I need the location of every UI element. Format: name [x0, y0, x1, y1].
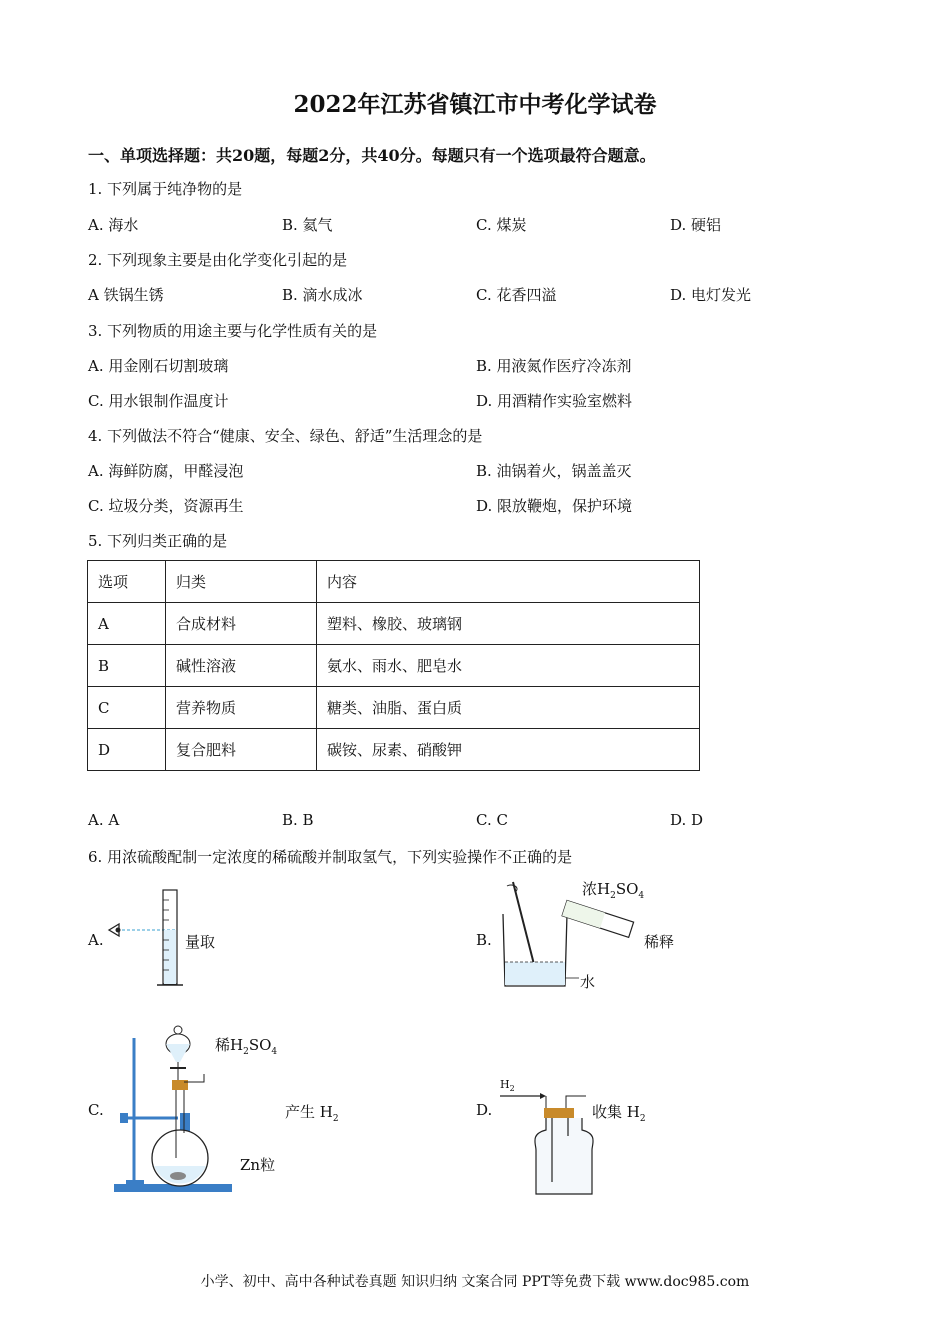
q1-option-b: B. 氦气 [282, 216, 333, 234]
page-title: 2022年江苏省镇江市中考化学试卷 [293, 91, 657, 118]
table-row [88, 729, 700, 771]
water-label: 水 [580, 973, 596, 991]
q5-option-b: B. B [282, 811, 314, 829]
dilute-acid-mid: SO [248, 1036, 272, 1054]
q6-option-d-caption [592, 1101, 646, 1124]
table-cell: B [88, 645, 166, 687]
produce-h2-text: 产生 H [285, 1103, 333, 1121]
q5-option-d: D. D [670, 811, 704, 829]
collect-h2-subscript: 2 [639, 1114, 646, 1124]
q2-option-b: B. 滴水成冰 [282, 286, 363, 304]
question-3-stem: 3. 下列物质的用途主要与化学性质有关的是 [88, 322, 378, 340]
q1-option-a: A. 海水 [88, 216, 139, 234]
table-header-cell: 归类 [166, 561, 317, 603]
table-cell: 糖类、油脂、蛋白质 [317, 687, 700, 729]
acid-subscript-1: 2 [610, 891, 616, 901]
table-row [88, 687, 700, 729]
page-footer: 小学、初中、高中各种试卷真题 知识归纳 文案合同 PPT等免费下载 www.doc985.com [200, 1274, 750, 1290]
table-cell: D [88, 729, 166, 771]
q6-option-b-letter: B. [476, 931, 492, 949]
table-cell: 塑料、橡胶、玻璃钢 [317, 603, 700, 645]
question-1-stem: 1. 下列属于纯净物的是 [88, 180, 243, 198]
classification-table [87, 560, 700, 771]
q2-option-c: C. 花香四溢 [476, 286, 557, 304]
q4-option-d: D. 限放鞭炮，保护环境 [476, 497, 633, 515]
question-2-stem: 2. 下列现象主要是由化学变化引起的是 [88, 251, 348, 269]
table-header-cell: 选项 [88, 561, 166, 603]
produce-h2-subscript: 2 [332, 1114, 339, 1124]
acid-label-mid: SO [615, 880, 639, 898]
q1-option-c: C. 煤炭 [476, 216, 527, 234]
table-cell: C [88, 687, 166, 729]
collect-h2-text: 收集 H [592, 1103, 640, 1121]
table-row [88, 603, 700, 645]
question-5-stem: 5. 下列归类正确的是 [88, 532, 228, 550]
q3-option-b: B. 用液氮作医疗冷冻剂 [476, 357, 632, 375]
table-cell: 氨水、雨水、肥皂水 [317, 645, 700, 687]
table-cell: A [88, 603, 166, 645]
table-cell: 复合肥料 [166, 729, 317, 771]
q4-option-a: A. 海鲜防腐，甲醛浸泡 [88, 462, 244, 480]
zinc-granules-label: Zn粒 [240, 1156, 276, 1174]
q6-option-d-letter: D. [476, 1101, 493, 1119]
q1-option-d: D. 硬铝 [670, 216, 722, 234]
q4-option-c: C. 垃圾分类，资源再生 [88, 497, 244, 515]
q6-option-c-letter: C. [88, 1101, 104, 1119]
dilute-acid-subscript-2: 4 [271, 1047, 278, 1057]
q6-option-c-caption [285, 1101, 339, 1124]
acid-subscript-2: 4 [638, 891, 645, 901]
q2-option-d: D. 电灯发光 [670, 286, 752, 304]
table-cell: 碳铵、尿素、硝酸钾 [317, 729, 700, 771]
section-heading: 一、单项选择题：共20题，每题2分，共40分。每题只有一个选项最符合题意。 [88, 146, 656, 165]
q3-option-c: C. 用水银制作温度计 [88, 392, 229, 410]
acid-label [582, 878, 644, 901]
q3-option-d: D. 用酒精作实验室燃料 [476, 392, 633, 410]
table-cell: 碱性溶液 [166, 645, 317, 687]
h2-inlet-subscript: 2 [509, 1084, 515, 1094]
q6-option-a-letter: A. [88, 931, 104, 949]
table-cell: 营养物质 [166, 687, 317, 729]
table-row [88, 645, 700, 687]
gas-collection-bottle-icon [500, 1090, 600, 1196]
acid-label-prefix: 浓H [582, 880, 611, 898]
table-cell: 合成材料 [166, 603, 317, 645]
question-6-stem: 6. 用浓硫酸配制一定浓度的稀硫酸并制取氢气，下列实验操作不正确的是 [88, 848, 573, 866]
measuring-cylinder-icon [105, 890, 195, 990]
q2-option-a: A 铁锅生锈 [88, 286, 164, 304]
q6-option-b-caption: 稀释 [644, 933, 675, 951]
dilute-acid-label [215, 1034, 277, 1057]
dilute-acid-subscript-1: 2 [243, 1047, 249, 1057]
table-header-row [88, 561, 700, 603]
q5-option-c: C. C [476, 811, 508, 829]
q4-option-b: B. 油锅着火，锅盖盖灭 [476, 462, 632, 480]
h2-inlet-text: H [500, 1078, 510, 1091]
table-header-cell: 内容 [317, 561, 700, 603]
q3-option-a: A. 用金刚石切割玻璃 [88, 357, 229, 375]
q6-option-a-caption: 量取 [185, 933, 216, 951]
dilute-acid-prefix: 稀H [215, 1036, 244, 1054]
question-4-stem: 4. 下列做法不符合“健康、安全、绿色、舒适”生活理念的是 [88, 427, 483, 445]
q5-option-a: A. A [88, 811, 120, 829]
